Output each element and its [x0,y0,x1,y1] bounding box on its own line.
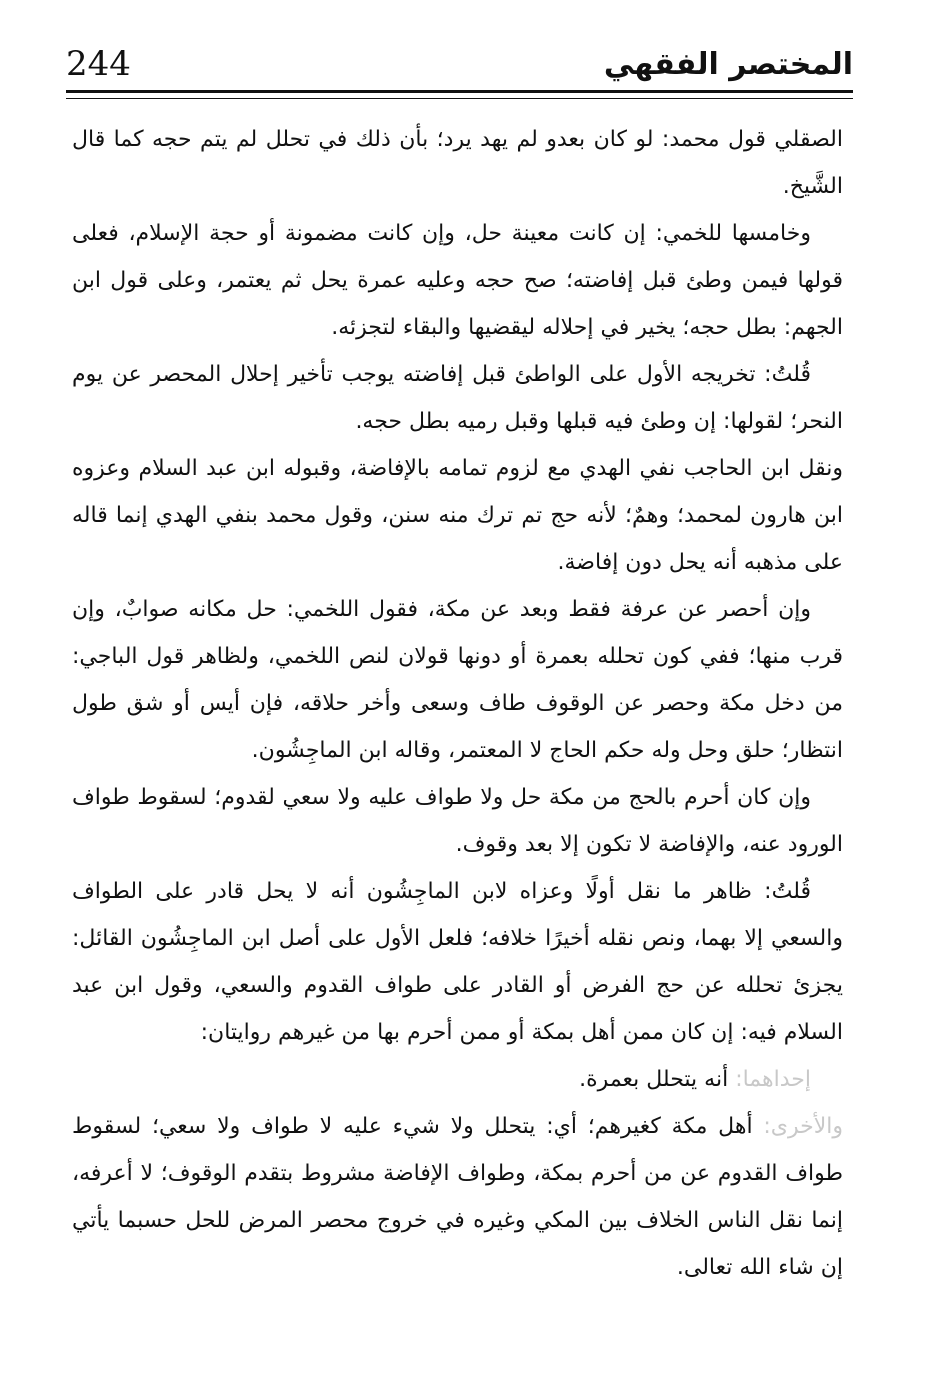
list-item [72,1056,843,1103]
paragraph: وإن أحصر عن عرفة فقط وبعد عن مكة، فقول اللخمي: حل مكانه صوابٌ، وإن قرب منها؛ ففي كون تحلله بعمرة أو دونها قولان لنص اللخمي، ولظاهر قول الباجي: من دخل مكة وحصر عن الوقوف طاف وسعى وأخر حلاقه، فإن أيس أو شق طول انتظار؛ حلق وحل وله حكم الحاج لا المعتمر، وقاله ابن الماجِشُون. [72,597,843,763]
paragraph: وخامسها للخمي: إن كانت معينة حل، وإن كانت مضمونة أو حجة الإسلام، فعلى قولها فيمن وطئ قبل إفاضته؛ صح حجه وعليه عمرة يحل ثم يعتمر، وعلى قول ابن الجهم: بطل حجه؛ يخير في إحلاله ليقضيها والبقاء لتجزئه. [72,221,843,340]
paragraph: قُلتُ: تخريجه الأول على الواطئ قبل إفاضته يوجب تأخير إحلال المحصر عن يوم النحر؛ لقولها: إن وطئ فيه قبلها وقبل رميه بطل حجه. [72,362,843,434]
list-item-marker: إحداهما: [735,1067,811,1092]
body-text [72,116,843,1291]
paragraph: قُلتُ: ظاهر ما نقل أولًا وعزاه لابن الماجِشُون أنه لا يحل قادر على الطواف والسعي إلا بهما، ونص نقله أخيرًا خلافه؛ فلعل الأول على أصل ابن الماجِشُون القائل: يجزئ تحلله عن حج الفرض أو القادر على طواف القدوم والسعي، وقول ابن عبد السلام فيه: إن كان ممن أهل بمكة أو ممن أحرم بها من غيرهم روايتان: [72,879,843,1045]
list-item [72,1103,843,1291]
paragraph: الصقلي قول محمد: لو كان بعدو لم يهد يرد؛ بأن ذلك في تحلل لم يتم حجه كما قال الشَّيخ. [72,127,843,199]
list-item-text: أهل مكة كغيرهم؛ أي: يتحلل ولا شيء عليه لا طواف ولا سعي؛ لسقوط طواف القدوم عن من أحرم بمكة، وطواف الإفاضة مشروط بتقدم الوقوف؛ لا أعرفه، إنما نقل الناس الخلاف بين المكي وغيره في خروج محصر المرض للحل حسبما يأتي إن شاء الله تعالى. [72,1114,843,1280]
list-item-marker: والأخرى: [763,1114,843,1139]
list-item-text: أنه يتحلل بعمرة. [579,1067,736,1092]
paragraph: ونقل ابن الحاجب نفي الهدي مع لزوم تمامه بالإفاضة، وقبوله ابن عبد السلام وعزوه ابن هارون لمحمد؛ وهمٌ؛ لأنه حج تم ترك منه سنن، وقول محمد بنفي الهدي إنما قاله على مذهبه أنه يحل دون إفاضة. [72,456,843,575]
header-rule [66,90,853,99]
page-number: 244 [66,44,131,84]
page-header [66,38,853,90]
paragraph: وإن كان أحرم بالحج من مكة حل ولا طواف عليه ولا سعي لقدوم؛ لسقوط طواف الورود عنه، والإفاضة لا تكون إلا بعد وقوف. [72,785,843,857]
book-title: المختصر الفقهي [603,46,853,82]
